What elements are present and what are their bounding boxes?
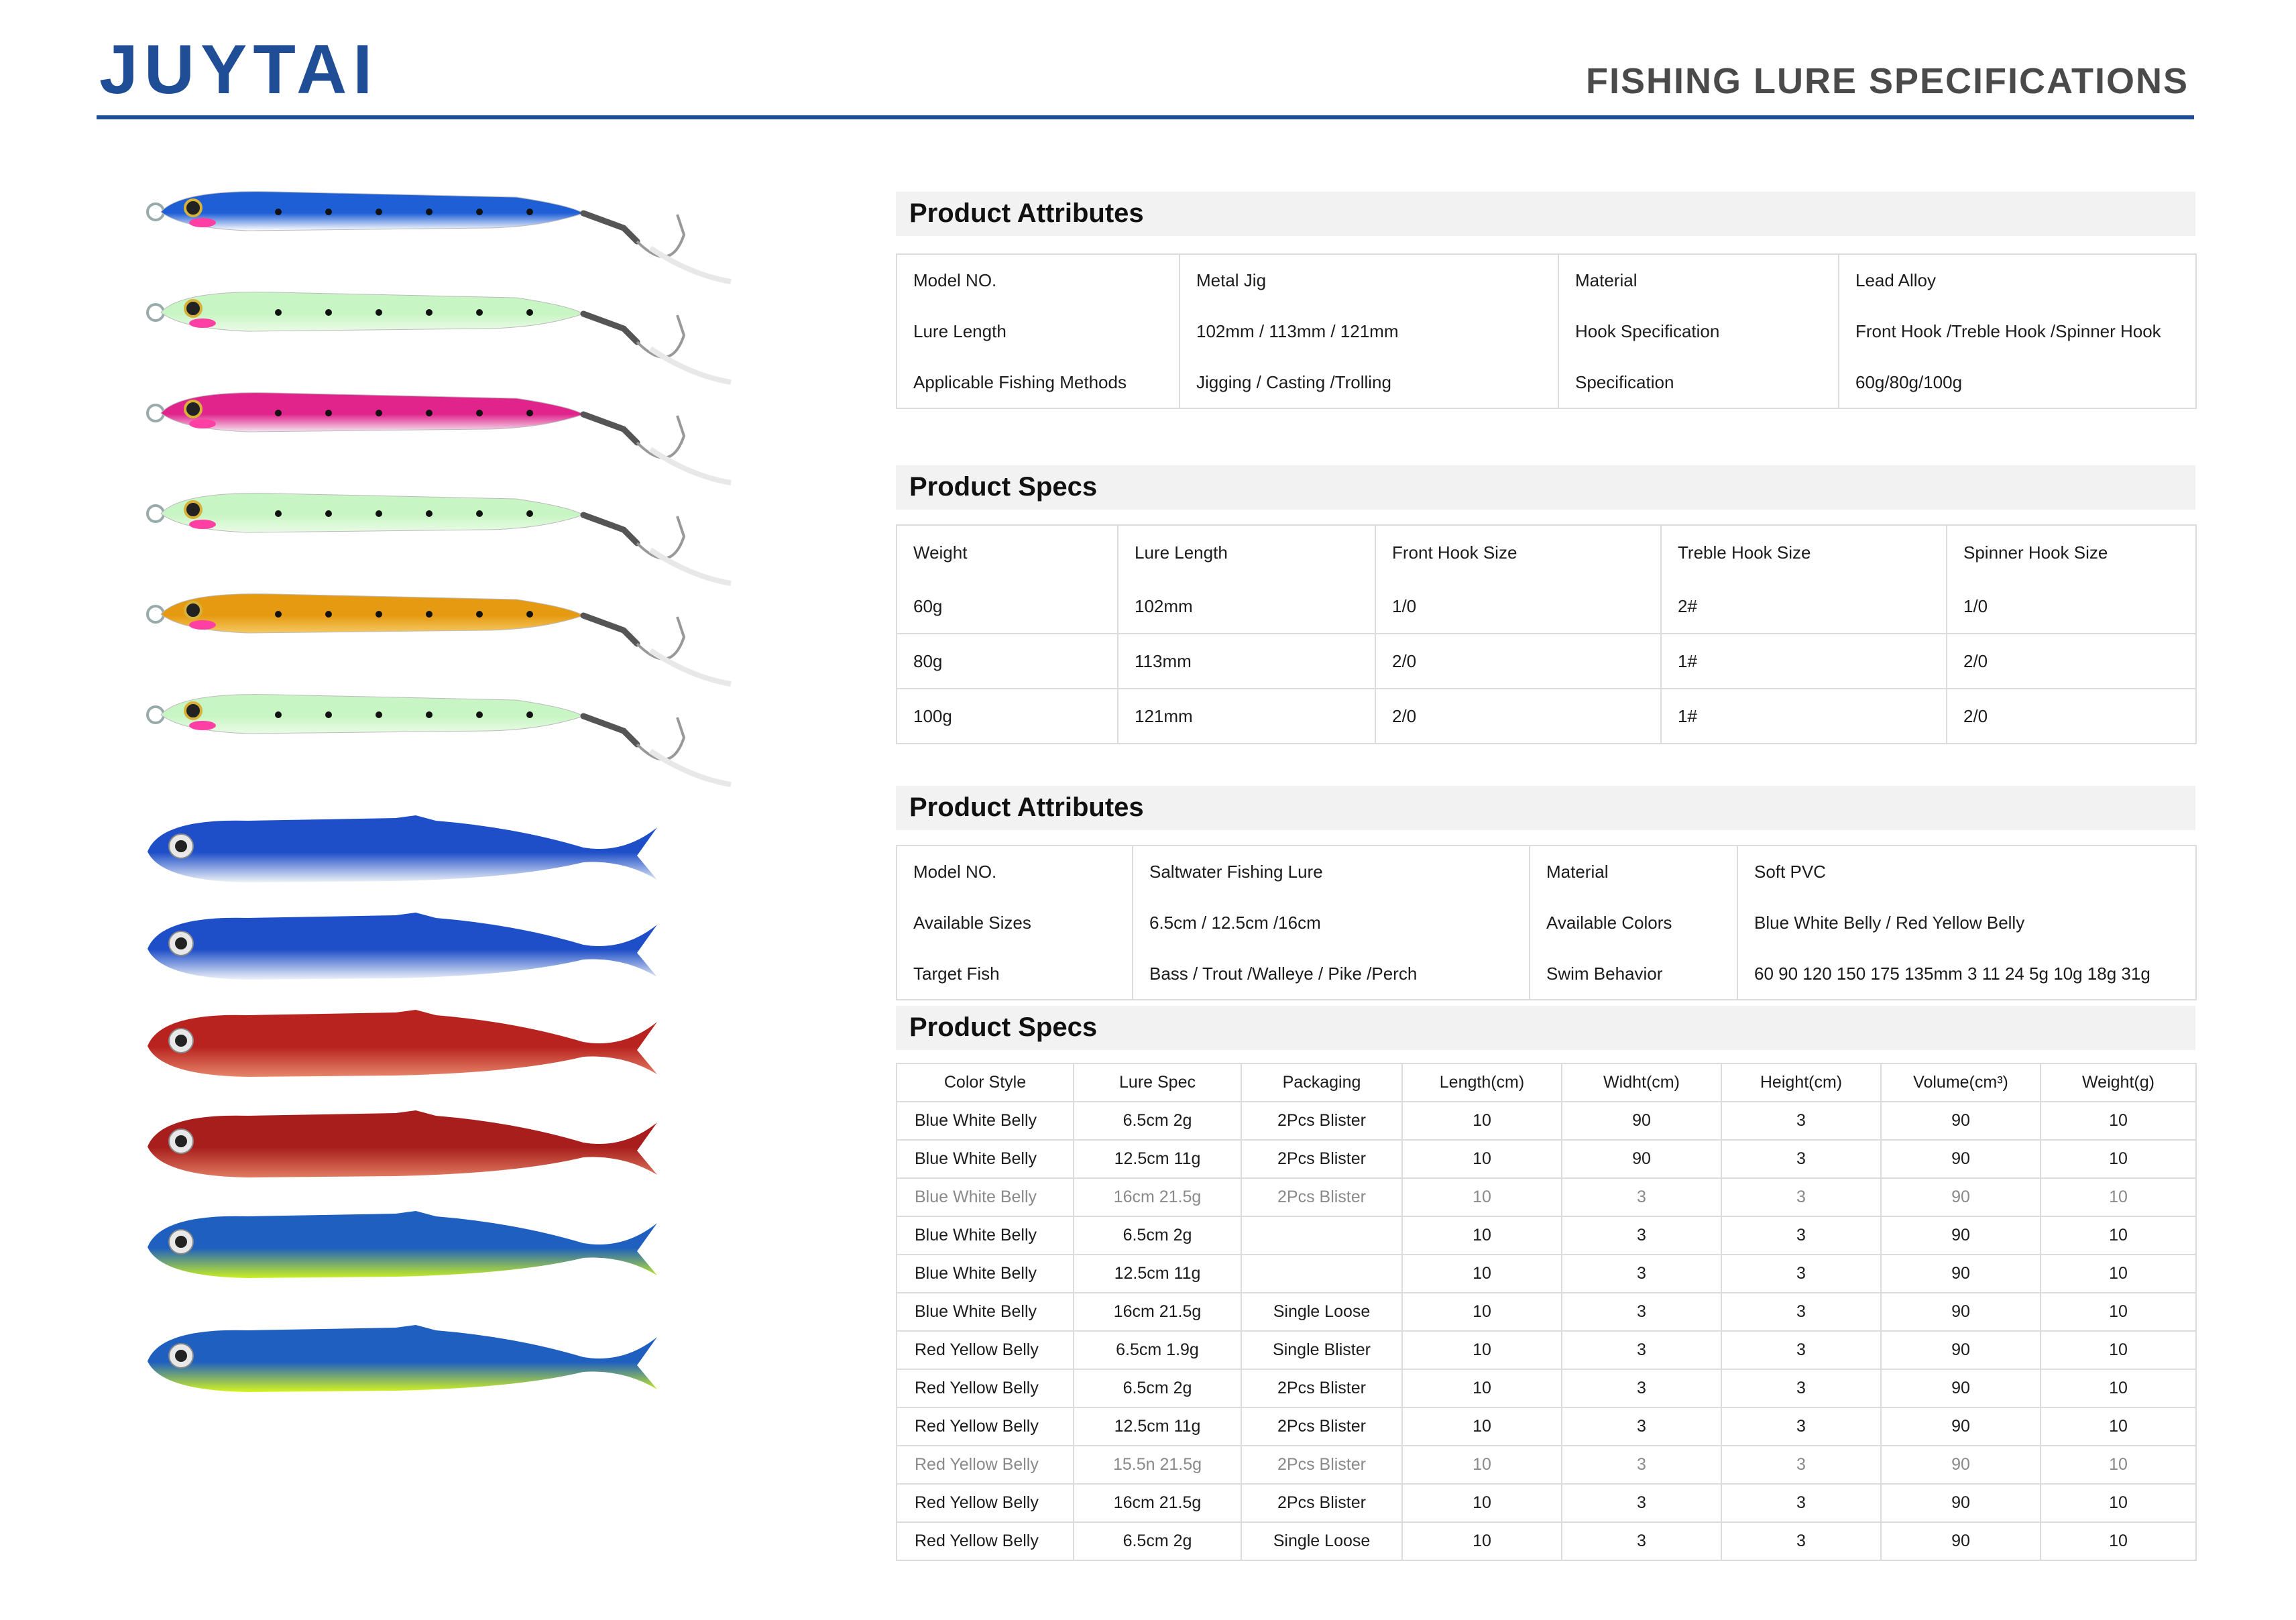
table-cell: 2/0 bbox=[1947, 689, 2196, 744]
column-header: Widht(cm) bbox=[1562, 1063, 1721, 1102]
column-header: Color Style bbox=[897, 1063, 1074, 1102]
table-cell: 10 bbox=[2041, 1140, 2196, 1178]
specs-table-soft-lure bbox=[896, 1063, 2197, 1561]
section-heading-specs-soft-lure bbox=[896, 1006, 2195, 1050]
table-cell: Red Yellow Belly bbox=[897, 1407, 1074, 1446]
table-cell: 16cm 21.5g bbox=[1074, 1484, 1241, 1522]
attribute-row bbox=[897, 846, 2196, 897]
table-row bbox=[897, 1484, 2196, 1522]
table-cell: 3 bbox=[1721, 1446, 1881, 1484]
table-cell: Single Loose bbox=[1241, 1522, 1402, 1560]
table-cell: Blue White Belly bbox=[897, 1293, 1074, 1331]
table-cell: 2/0 bbox=[1375, 689, 1661, 744]
metal-jig-lure-image bbox=[141, 577, 744, 684]
table-cell: Red Yellow Belly bbox=[897, 1522, 1074, 1560]
table-cell: 10 bbox=[2041, 1102, 2196, 1140]
header-divider bbox=[97, 115, 2194, 119]
table-cell: 3 bbox=[1721, 1140, 1881, 1178]
table-cell: 2Pcs Blister bbox=[1241, 1178, 1402, 1216]
lure-image-column bbox=[127, 174, 785, 1448]
table-cell: 90 bbox=[1562, 1140, 1721, 1178]
attribute-value: Saltwater Fishing Lure bbox=[1133, 846, 1530, 897]
attribute-value: 6.5cm / 12.5cm /16cm bbox=[1133, 897, 1530, 948]
attribute-value: 102mm / 113mm / 121mm bbox=[1180, 306, 1558, 357]
table-cell: 2Pcs Blister bbox=[1241, 1407, 1402, 1446]
attribute-value: Soft PVC bbox=[1737, 846, 2196, 897]
table-cell: 90 bbox=[1562, 1102, 1721, 1140]
table-cell: 121mm bbox=[1118, 689, 1375, 744]
attribute-value: 60g/80g/100g bbox=[1839, 357, 2196, 408]
table-row bbox=[897, 1331, 2196, 1369]
column-header: Weight bbox=[897, 525, 1118, 579]
table-cell: 10 bbox=[2041, 1446, 2196, 1484]
table-cell: 3 bbox=[1562, 1255, 1721, 1293]
table-cell: 15.5n 21.5g bbox=[1074, 1446, 1241, 1484]
attribute-value: 60 90 120 150 175 135mm 3 11 24 5g 10g 18g 31g bbox=[1737, 948, 2196, 1000]
table-cell: 10 bbox=[2041, 1331, 2196, 1369]
table-cell: 3 bbox=[1721, 1484, 1881, 1522]
table-row bbox=[897, 1102, 2196, 1140]
table-cell: 3 bbox=[1562, 1407, 1721, 1446]
soft-swimbait-lure-image bbox=[141, 1194, 744, 1301]
soft-swimbait-lure-image bbox=[141, 1093, 744, 1200]
table-cell: 3 bbox=[1721, 1522, 1881, 1560]
column-header: Length(cm) bbox=[1402, 1063, 1562, 1102]
table-row bbox=[897, 1369, 2196, 1407]
table-cell: 2# bbox=[1661, 579, 1947, 634]
metal-jig-lure-image bbox=[141, 677, 744, 785]
brand-logo-text: JUYTAI bbox=[99, 31, 379, 109]
table-cell: 60g bbox=[897, 579, 1118, 634]
section-heading-text: Product Attributes bbox=[909, 793, 1144, 822]
table-cell: 90 bbox=[1881, 1178, 2041, 1216]
table-cell: 3 bbox=[1721, 1255, 1881, 1293]
table-cell: 90 bbox=[1881, 1369, 2041, 1407]
table-cell: Single Blister bbox=[1241, 1331, 1402, 1369]
table-cell: Blue White Belly bbox=[897, 1216, 1074, 1255]
table-cell: 90 bbox=[1881, 1102, 2041, 1140]
table-cell: 3 bbox=[1721, 1102, 1881, 1140]
section-heading-attributes-metal-jig bbox=[896, 192, 2195, 236]
table-cell: 90 bbox=[1881, 1293, 2041, 1331]
table-cell: 10 bbox=[1402, 1522, 1562, 1560]
table-cell: 12.5cm 11g bbox=[1074, 1255, 1241, 1293]
table-cell bbox=[1241, 1216, 1402, 1255]
table-cell: 90 bbox=[1881, 1255, 2041, 1293]
attribute-value: Metal Jig bbox=[1180, 254, 1558, 306]
table-cell: 3 bbox=[1721, 1178, 1881, 1216]
attribute-row bbox=[897, 306, 2196, 357]
table-cell: 3 bbox=[1562, 1369, 1721, 1407]
table-cell: 10 bbox=[2041, 1484, 2196, 1522]
table-cell: 3 bbox=[1562, 1293, 1721, 1331]
attribute-row bbox=[897, 254, 2196, 306]
table-cell: Red Yellow Belly bbox=[897, 1484, 1074, 1522]
table-cell: Red Yellow Belly bbox=[897, 1369, 1074, 1407]
column-header: Volume(cm³) bbox=[1881, 1063, 2041, 1102]
soft-swimbait-lure-image bbox=[141, 798, 744, 905]
table-cell: 3 bbox=[1562, 1216, 1721, 1255]
table-cell: Blue White Belly bbox=[897, 1140, 1074, 1178]
table-header-row bbox=[897, 1063, 2196, 1102]
table-cell: 2Pcs Blister bbox=[1241, 1140, 1402, 1178]
attribute-label: Swim Behavior bbox=[1530, 948, 1737, 1000]
attribute-label: Applicable Fishing Methods bbox=[897, 357, 1180, 408]
table-cell: 3 bbox=[1562, 1178, 1721, 1216]
table-cell: 10 bbox=[1402, 1369, 1562, 1407]
table-cell: 3 bbox=[1721, 1407, 1881, 1446]
table-cell: 6.5cm 2g bbox=[1074, 1369, 1241, 1407]
table-cell: Red Yellow Belly bbox=[897, 1446, 1074, 1484]
attribute-row bbox=[897, 357, 2196, 408]
metal-jig-lure-image bbox=[141, 476, 744, 583]
table-cell: 10 bbox=[1402, 1140, 1562, 1178]
table-cell: 10 bbox=[2041, 1216, 2196, 1255]
table-cell: 113mm bbox=[1118, 634, 1375, 689]
table-cell: 12.5cm 11g bbox=[1074, 1140, 1241, 1178]
metal-jig-lure-image bbox=[141, 174, 744, 282]
column-header: Packaging bbox=[1241, 1063, 1402, 1102]
column-header: Lure Spec bbox=[1074, 1063, 1241, 1102]
table-header-row bbox=[897, 525, 2196, 579]
attribute-label: Hook Specification bbox=[1558, 306, 1839, 357]
table-cell: 10 bbox=[1402, 1255, 1562, 1293]
table-cell: 3 bbox=[1721, 1293, 1881, 1331]
attribute-label: Model NO. bbox=[897, 846, 1133, 897]
attribute-label: Material bbox=[1530, 846, 1737, 897]
table-cell: 90 bbox=[1881, 1331, 2041, 1369]
table-cell: 90 bbox=[1881, 1522, 2041, 1560]
attributes-table-soft-lure bbox=[896, 845, 2197, 1000]
table-row bbox=[897, 1522, 2196, 1560]
section-heading-text: Product Specs bbox=[909, 1013, 1098, 1042]
column-header: Front Hook Size bbox=[1375, 525, 1661, 579]
table-cell: 1# bbox=[1661, 634, 1947, 689]
specs-table-metal-jig bbox=[896, 524, 2197, 744]
table-cell: 90 bbox=[1881, 1216, 2041, 1255]
table-cell: 2Pcs Blister bbox=[1241, 1484, 1402, 1522]
table-cell: 1# bbox=[1661, 689, 1947, 744]
table-cell: Red Yellow Belly bbox=[897, 1331, 1074, 1369]
table-row bbox=[897, 634, 2196, 689]
table-cell: 10 bbox=[1402, 1293, 1562, 1331]
attribute-value: Lead Alloy bbox=[1839, 254, 2196, 306]
table-cell bbox=[1241, 1255, 1402, 1293]
attribute-value: Jigging / Casting /Trolling bbox=[1180, 357, 1558, 408]
table-row bbox=[897, 1140, 2196, 1178]
table-cell: 80g bbox=[897, 634, 1118, 689]
section-heading-specs-metal-jig bbox=[896, 465, 2195, 510]
attribute-row bbox=[897, 948, 2196, 1000]
attribute-value: Blue White Belly / Red Yellow Belly bbox=[1737, 897, 2196, 948]
table-cell: 2/0 bbox=[1375, 634, 1661, 689]
attribute-label: Material bbox=[1558, 254, 1839, 306]
table-cell: 16cm 21.5g bbox=[1074, 1293, 1241, 1331]
document-title: FISHING LURE SPECIFICATIONS bbox=[1585, 61, 2189, 101]
table-cell: 10 bbox=[2041, 1369, 2196, 1407]
table-cell: 3 bbox=[1562, 1522, 1721, 1560]
table-cell: 102mm bbox=[1118, 579, 1375, 634]
table-cell: 3 bbox=[1562, 1446, 1721, 1484]
table-cell: Blue White Belly bbox=[897, 1102, 1074, 1140]
table-cell: 2Pcs Blister bbox=[1241, 1446, 1402, 1484]
attribute-label: Target Fish bbox=[897, 948, 1133, 1000]
section-heading-text: Product Specs bbox=[909, 472, 1098, 502]
table-cell: 10 bbox=[2041, 1407, 2196, 1446]
soft-swimbait-lure-image bbox=[141, 895, 744, 1002]
soft-swimbait-lure-image bbox=[141, 1308, 744, 1415]
table-cell: 3 bbox=[1721, 1216, 1881, 1255]
table-cell: 3 bbox=[1721, 1369, 1881, 1407]
column-header: Height(cm) bbox=[1721, 1063, 1881, 1102]
table-cell: 2Pcs Blister bbox=[1241, 1102, 1402, 1140]
column-header: Lure Length bbox=[1118, 525, 1375, 579]
attribute-label: Available Sizes bbox=[897, 897, 1133, 948]
table-cell: 100g bbox=[897, 689, 1118, 744]
table-cell: 90 bbox=[1881, 1407, 2041, 1446]
table-cell: 6.5cm 2g bbox=[1074, 1522, 1241, 1560]
table-cell: 3 bbox=[1562, 1484, 1721, 1522]
soft-swimbait-lure-image bbox=[141, 992, 744, 1100]
table-row bbox=[897, 1216, 2196, 1255]
table-cell: 2Pcs Blister bbox=[1241, 1369, 1402, 1407]
table-cell: 10 bbox=[2041, 1255, 2196, 1293]
table-row bbox=[897, 1255, 2196, 1293]
attribute-label: Lure Length bbox=[897, 306, 1180, 357]
table-cell: 90 bbox=[1881, 1484, 2041, 1522]
table-cell: 16cm 21.5g bbox=[1074, 1178, 1241, 1216]
table-cell: 6.5cm 1.9g bbox=[1074, 1331, 1241, 1369]
attribute-label: Available Colors bbox=[1530, 897, 1737, 948]
table-cell: 3 bbox=[1562, 1331, 1721, 1369]
table-cell: Blue White Belly bbox=[897, 1178, 1074, 1216]
attributes-table-metal-jig bbox=[896, 253, 2197, 409]
table-cell: 10 bbox=[1402, 1102, 1562, 1140]
metal-jig-lure-image bbox=[141, 275, 744, 382]
table-cell: 6.5cm 2g bbox=[1074, 1216, 1241, 1255]
table-row bbox=[897, 1407, 2196, 1446]
column-header: Spinner Hook Size bbox=[1947, 525, 2196, 579]
table-cell: 10 bbox=[2041, 1178, 2196, 1216]
table-cell: 10 bbox=[2041, 1293, 2196, 1331]
attribute-label: Model NO. bbox=[897, 254, 1180, 306]
table-cell: 10 bbox=[1402, 1178, 1562, 1216]
attribute-row bbox=[897, 897, 2196, 948]
column-header: Treble Hook Size bbox=[1661, 525, 1947, 579]
table-cell: 90 bbox=[1881, 1140, 2041, 1178]
table-row bbox=[897, 689, 2196, 744]
table-cell: 10 bbox=[1402, 1484, 1562, 1522]
table-cell: Blue White Belly bbox=[897, 1255, 1074, 1293]
table-row bbox=[897, 1446, 2196, 1484]
attribute-value: Front Hook /Treble Hook /Spinner Hook bbox=[1839, 306, 2196, 357]
table-cell: 90 bbox=[1881, 1446, 2041, 1484]
table-row bbox=[897, 579, 2196, 634]
section-heading-attributes-soft-lure bbox=[896, 786, 2195, 830]
section-heading-text: Product Attributes bbox=[909, 198, 1144, 228]
table-cell: 3 bbox=[1721, 1331, 1881, 1369]
table-cell: 2/0 bbox=[1947, 634, 2196, 689]
attribute-label: Specification bbox=[1558, 357, 1839, 408]
table-cell: 10 bbox=[2041, 1522, 2196, 1560]
table-cell: 12.5cm 11g bbox=[1074, 1407, 1241, 1446]
table-cell: 1/0 bbox=[1375, 579, 1661, 634]
metal-jig-lure-image bbox=[141, 375, 744, 483]
table-cell: 10 bbox=[1402, 1331, 1562, 1369]
table-cell: 10 bbox=[1402, 1216, 1562, 1255]
table-cell: 10 bbox=[1402, 1407, 1562, 1446]
table-row bbox=[897, 1178, 2196, 1216]
column-header: Weight(g) bbox=[2041, 1063, 2196, 1102]
table-cell: 10 bbox=[1402, 1446, 1562, 1484]
table-cell: 6.5cm 2g bbox=[1074, 1102, 1241, 1140]
table-row bbox=[897, 1293, 2196, 1331]
table-cell: Single Loose bbox=[1241, 1293, 1402, 1331]
attribute-value: Bass / Trout /Walleye / Pike /Perch bbox=[1133, 948, 1530, 1000]
table-cell: 1/0 bbox=[1947, 579, 2196, 634]
